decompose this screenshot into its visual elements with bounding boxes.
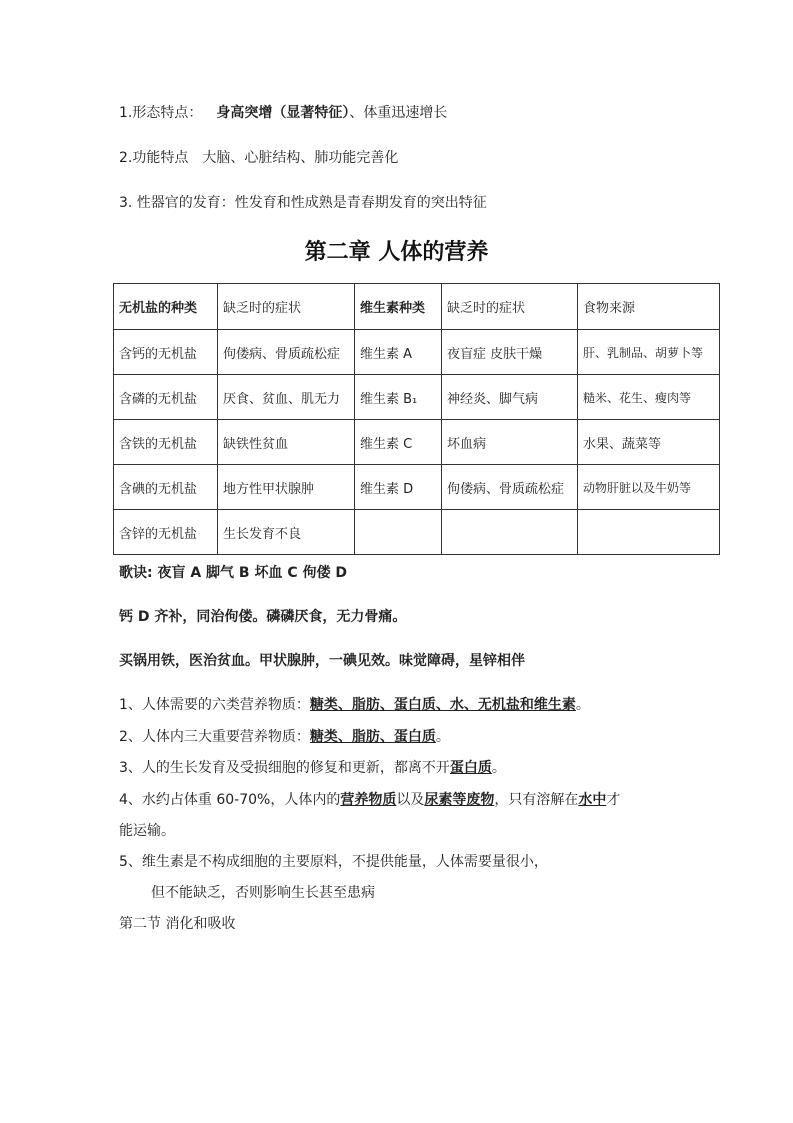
- table-cell: 维生素 D: [355, 465, 442, 510]
- point-4-text-c: ，只有溶解在: [494, 792, 579, 808]
- table-cell: 夜盲症 皮肤干燥: [442, 330, 578, 375]
- table-cell: 含磷的无机盐: [114, 375, 218, 420]
- table-cell: [578, 510, 720, 555]
- header-vitamin-type: 维生素种类: [355, 284, 442, 330]
- point-2-text: 2、人体内三大重要营养物质：: [119, 729, 310, 745]
- table-cell: 佝偻病、骨质疏松症: [218, 330, 355, 375]
- table-cell: [442, 510, 578, 555]
- table-row: [114, 510, 720, 555]
- point-4-underlined-c: 水中: [578, 792, 607, 808]
- section-heading: 第二节 消化和吸收: [119, 916, 236, 932]
- point-4-text-a: 4、水约占体重 60-70%，人体内的: [119, 792, 341, 808]
- point-1: [119, 695, 590, 715]
- table-cell: 含锌的无机盐: [114, 510, 218, 555]
- table-cell: 厌食、贫血、肌无力: [218, 375, 355, 420]
- point-1-underlined: 糖类、脂肪、蛋白质、水、无机盐和维生素: [309, 697, 576, 713]
- header-mineral-type: 无机盐的种类: [114, 284, 218, 330]
- point-2-end: 。: [435, 729, 450, 745]
- point-2-underlined: 糖类、脂肪、蛋白质: [309, 729, 436, 745]
- point-1-end: 。: [575, 697, 590, 713]
- table-cell: 佝偻病、骨质疏松症: [442, 465, 578, 510]
- header-vitamin-symptom: 缺乏时的症状: [442, 284, 578, 330]
- table-cell: 缺铁性贫血: [218, 420, 355, 465]
- table-cell: 地方性甲状腺肿: [218, 465, 355, 510]
- table-cell: 水果、蔬菜等: [578, 420, 720, 465]
- table-row: [114, 330, 720, 375]
- table-cell: 含钙的无机盐: [114, 330, 218, 375]
- point-4-continued: 能运输。: [119, 823, 175, 839]
- point-5-continued: 但不能缺乏，否则影响生长甚至患病: [151, 885, 375, 901]
- mnemonic-line-1: 歌诀: 夜盲 A 脚气 B 坏血 C 佝偻 D: [119, 565, 347, 581]
- table-cell: 动物肝脏以及牛奶等: [578, 465, 720, 510]
- mnemonic-line-2: 钙 D 齐补，同治佝偻。磷磷厌食，无力骨痛。: [119, 609, 407, 625]
- point-3: [119, 758, 506, 778]
- header-mineral-symptom: 缺乏时的症状: [218, 284, 355, 330]
- intro-line-1-label: 1.形态特点：: [119, 105, 203, 121]
- mnemonic-line-3: 买锅用铁，医治贫血。甲状腺肿，一碘见效。味觉障碍，星锌相伴: [119, 653, 525, 669]
- intro-line-1-rest: 、体重迅速增长: [349, 105, 448, 121]
- intro-line-2: 2.功能特点 大脑、心脏结构、肺功能完善化: [119, 150, 399, 166]
- point-4-underlined-b: 尿素等废物: [424, 792, 495, 808]
- intro-line-1-bold: 身高突增（显著特征）: [216, 105, 350, 121]
- table-cell: 含铁的无机盐: [114, 420, 218, 465]
- header-food-source: 食物来源: [578, 284, 720, 330]
- point-3-underlined: 蛋白质: [449, 760, 492, 776]
- table-cell: 维生素 B₁: [355, 375, 442, 420]
- table-cell: 生长发育不良: [218, 510, 355, 555]
- table-cell: 神经炎、脚气病: [442, 375, 578, 420]
- table-cell: [355, 510, 442, 555]
- table-cell: 维生素 A: [355, 330, 442, 375]
- chapter-title: 第二章 人体的营养: [304, 239, 489, 265]
- intro-line-3: 3. 性器官的发育：性发育和性成熟是青春期发育的突出特征: [119, 195, 487, 211]
- point-1-text: 1、人体需要的六类营养物质：: [119, 697, 310, 713]
- point-4: [119, 790, 620, 810]
- table-cell: 含碘的无机盐: [114, 465, 218, 510]
- point-4-underlined-a: 营养物质: [340, 792, 397, 808]
- table-cell: 肝、乳制品、胡萝卜等: [578, 330, 720, 375]
- point-5: 5、维生素是不构成细胞的主要原料，不提供能量，人体需要量很小，: [119, 854, 548, 870]
- point-3-end: 。: [491, 760, 506, 776]
- table-cell: 坏血病: [442, 420, 578, 465]
- point-2: [119, 727, 450, 747]
- intro-line-1: [119, 103, 447, 123]
- nutrition-table: [113, 283, 720, 555]
- table-row: [114, 375, 720, 420]
- table-header-row: [114, 284, 720, 330]
- point-3-text: 3、人的生长发育及受损细胞的修复和更新，都离不开: [119, 760, 450, 776]
- table-row: [114, 465, 720, 510]
- table-cell: 维生素 C: [355, 420, 442, 465]
- point-4-text-b: 以及: [396, 792, 425, 808]
- table-row: [114, 420, 720, 465]
- table-cell: 糙米、花生、瘦肉等: [578, 375, 720, 420]
- point-4-text-d: 才: [606, 792, 621, 808]
